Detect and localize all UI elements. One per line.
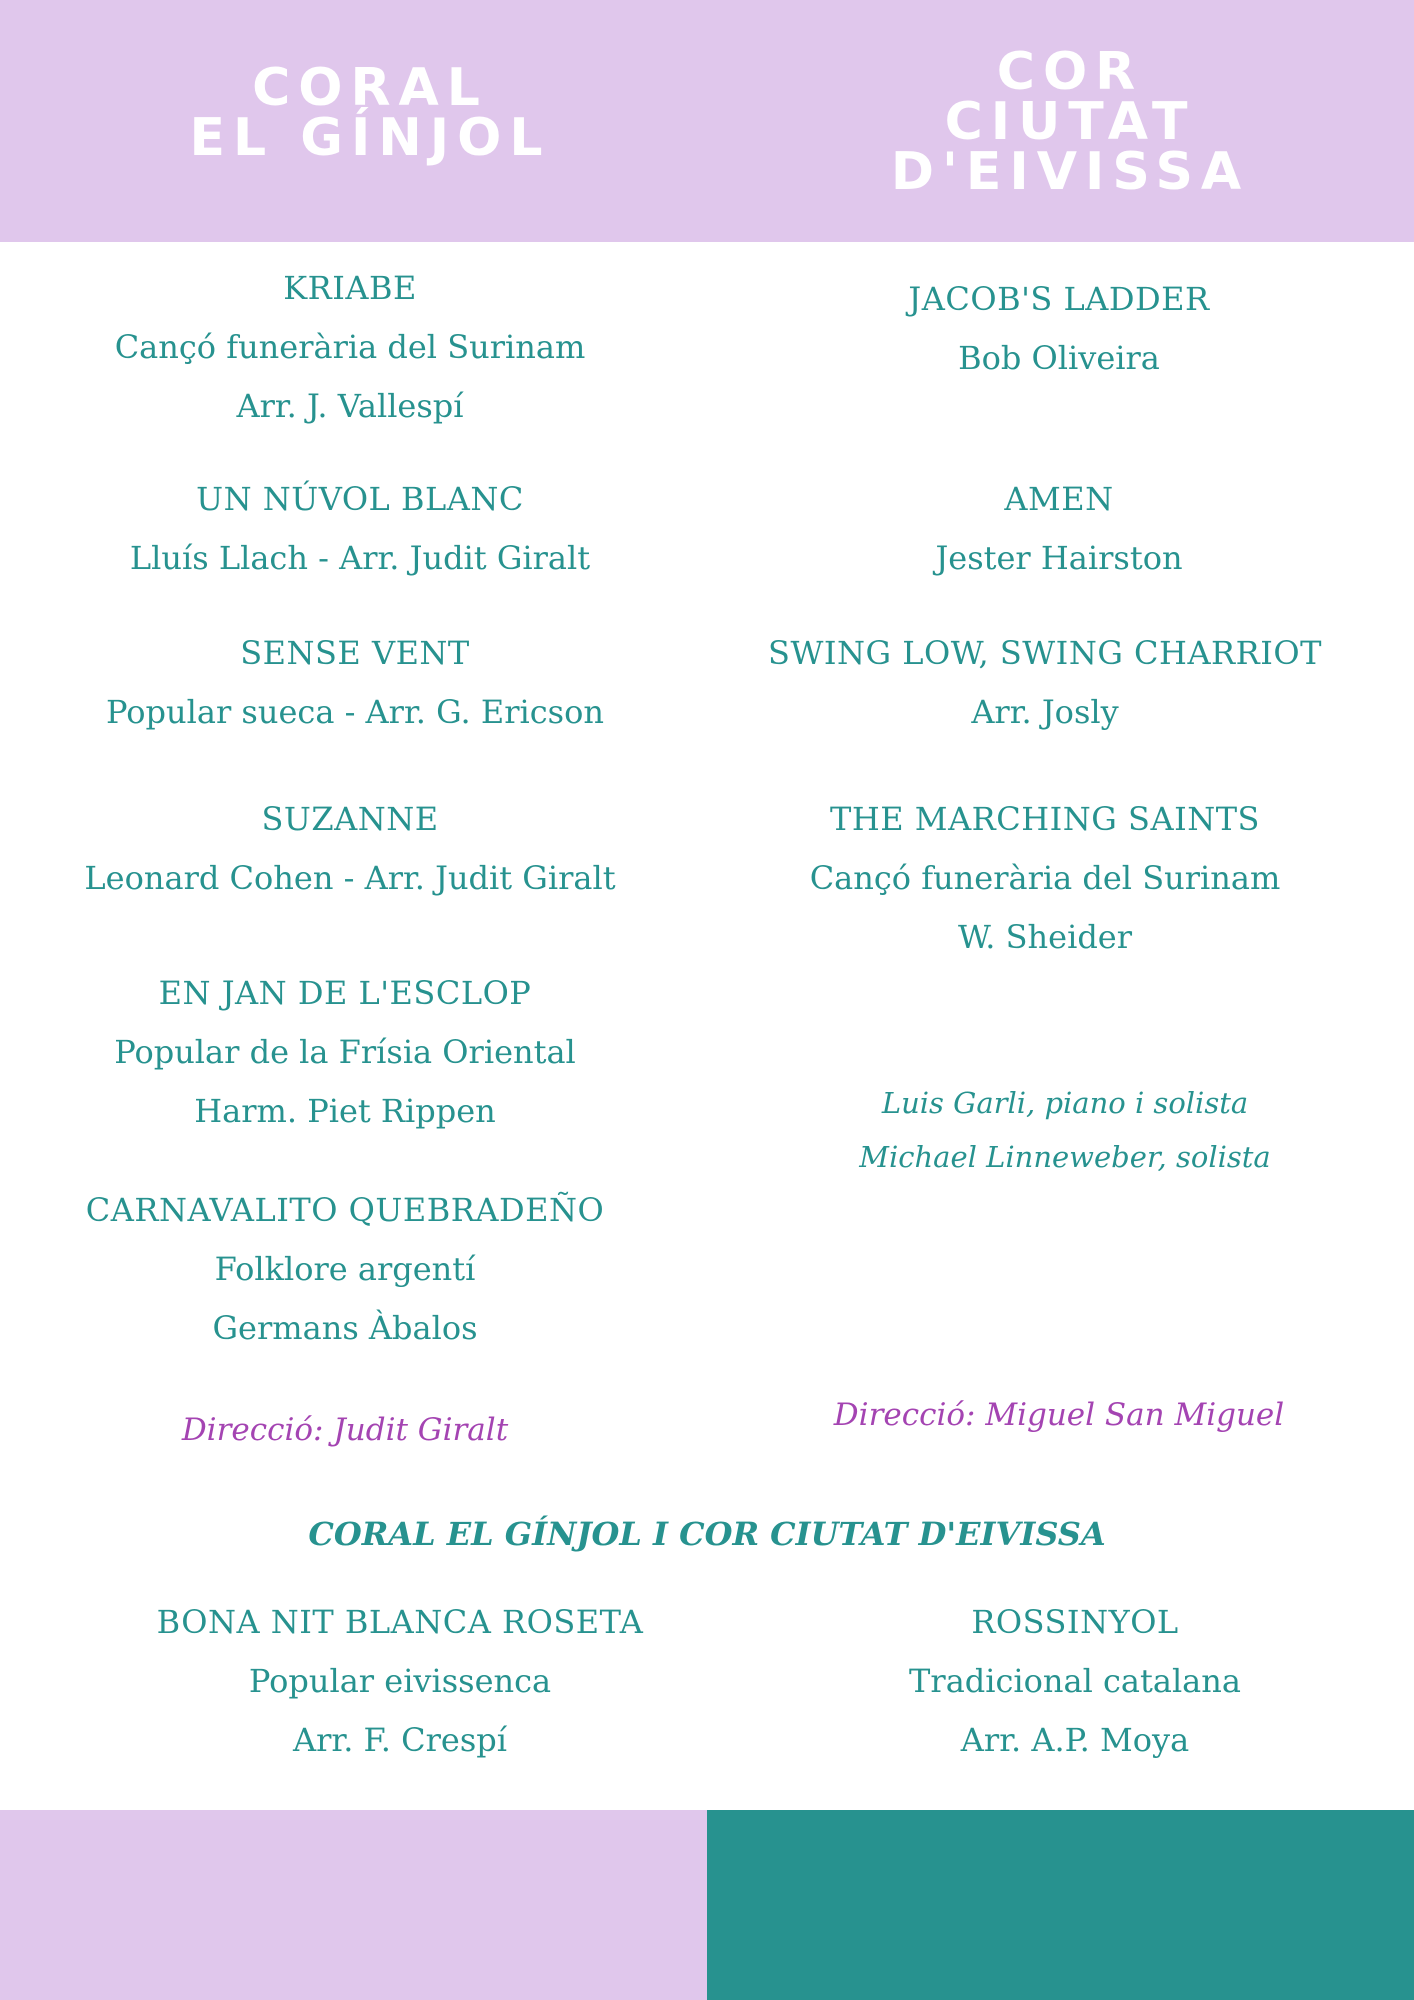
footer-teal-block [707,1810,1414,2000]
joint-section-title: CORAL EL GÍNJOL I COR CIUTAT D'EIVISSA [308,1515,1106,1553]
song-detail: Cançó funerària del Surinam [809,859,1281,897]
song-detail: Popular sueca - Arr. G. Ericson [106,693,604,731]
song-title: UN NÚVOL BLANC [196,480,524,518]
song-detail: Tradicional catalana [909,1662,1241,1700]
soloist-line: Luis Garli, piano i solista [881,1086,1249,1120]
title-line: EL GÍNJOL [189,108,551,168]
song-detail: Cançó funerària del Surinam [114,328,586,366]
song-title: ROSSINYOL [971,1603,1179,1641]
song-en-jan-de-lesclop [45,964,645,1141]
title-line: CORAL [252,58,488,118]
song-detail: Leonard Cohen - Arr. Judit Giralt [84,859,616,897]
song-title: AMEN [1004,480,1114,518]
song-detail: Arr. J. Vallespí [236,387,464,425]
song-detail: Harm. Piet Rippen [194,1092,496,1130]
song-detail: Popular de la Frísia Oriental [114,1033,576,1071]
song-title: SUZANNE [261,800,439,838]
title-line: CIUTAT [944,92,1196,152]
song-detail: Jester Hairston [935,539,1183,577]
song-detail: Arr. Josly [971,693,1119,731]
coral-el-ginjol-title [130,58,610,168]
song-title: SWING LOW, SWING CHARRIOT [768,634,1322,672]
song-title: JACOB'S LADDER [908,280,1210,318]
song-sense-vent [55,624,655,742]
song-amen [759,470,1359,588]
song-title: SENSE VENT [240,634,470,672]
song-bona-nit-blanca-roseta [100,1593,700,1770]
song-title: THE MARCHING SAINTS [830,800,1260,838]
song-swing-low [745,624,1345,742]
song-un-nuvol-blanc [60,470,660,588]
song-detail: Folklore argentí [214,1250,476,1288]
song-detail: Germans Àbalos [212,1309,478,1347]
soloist-line: Michael Linneweber, solista [859,1140,1271,1174]
song-title: CARNAVALITO QUEBRADEÑO [85,1191,605,1229]
cor-ciutat-deivissa-title [830,42,1310,202]
song-detail: Lluís Llach - Arr. Judit Giralt [129,539,591,577]
song-jacobs-ladder [759,270,1359,388]
song-detail: Popular eivissenca [248,1662,552,1700]
song-detail: Arr. F. Crespí [293,1721,507,1759]
song-the-marching-saints [745,790,1345,967]
title-line: COR [996,42,1144,102]
song-title: KRIABE [283,269,417,307]
song-kriabe [50,259,650,436]
footer-lilac-block [0,1810,707,2000]
song-rossinyol [775,1593,1375,1770]
song-detail: Arr. A.P. Moya [960,1721,1190,1759]
song-title: BONA NIT BLANCA ROSETA [156,1603,644,1641]
soloists-credits [765,1076,1365,1184]
left-director: Direcció: Judit Giralt [181,1412,509,1448]
song-detail: W. Sheider [957,918,1133,956]
song-suzanne [50,790,650,908]
header-banner [0,0,1414,242]
song-detail: Bob Oliveira [958,339,1160,377]
song-title: EN JAN DE L'ESCLOP [158,974,532,1012]
title-line: D'EIVISSA [890,142,1250,202]
song-carnavalito-quebradeno [45,1181,645,1358]
right-director: Direcció: Miguel San Miguel [833,1397,1285,1433]
